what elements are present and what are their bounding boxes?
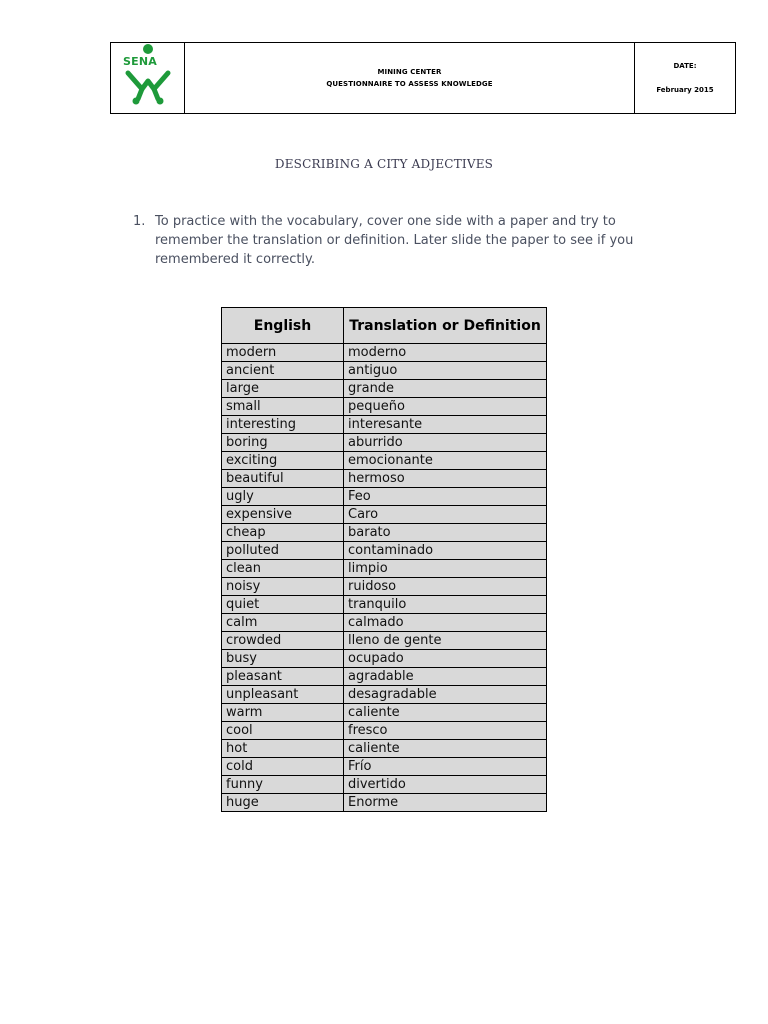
translation: antiguo — [344, 362, 547, 380]
center-name: MINING CENTER — [377, 68, 442, 76]
translation: grande — [344, 380, 547, 398]
translation: barato — [344, 524, 547, 542]
english-word: large — [222, 380, 344, 398]
page-title: DESCRIBING A CITY ADJECTIVES — [274, 157, 494, 171]
table-row — [222, 686, 547, 704]
questionnaire-title: QUESTIONNAIRE TO ASSESS KNOWLEDGE — [326, 80, 493, 88]
logo-text: SENA — [123, 55, 157, 68]
table-row — [222, 434, 547, 452]
english-word: boring — [222, 434, 344, 452]
english-word: warm — [222, 704, 344, 722]
date-label: DATE: — [673, 62, 697, 70]
table-row — [222, 578, 547, 596]
table-row — [222, 668, 547, 686]
header-english: English — [222, 308, 344, 344]
english-word: unpleasant — [222, 686, 344, 704]
english-word: funny — [222, 776, 344, 794]
translation: emocionante — [344, 452, 547, 470]
translation: Enorme — [344, 794, 547, 812]
vocabulary-table — [221, 307, 547, 812]
table-row — [222, 560, 547, 578]
table-row — [222, 452, 547, 470]
translation: moderno — [344, 344, 547, 362]
english-word: exciting — [222, 452, 344, 470]
date-cell — [635, 43, 735, 113]
table-row — [222, 650, 547, 668]
english-word: cheap — [222, 524, 344, 542]
table-row — [222, 614, 547, 632]
translation: Frío — [344, 758, 547, 776]
table-row — [222, 416, 547, 434]
english-word: small — [222, 398, 344, 416]
table-body — [222, 344, 547, 812]
english-word: pleasant — [222, 668, 344, 686]
table-row — [222, 722, 547, 740]
english-word: hot — [222, 740, 344, 758]
table-row — [222, 470, 547, 488]
english-word: cold — [222, 758, 344, 776]
table-row — [222, 596, 547, 614]
english-word: interesting — [222, 416, 344, 434]
english-word: huge — [222, 794, 344, 812]
translation: lleno de gente — [344, 632, 547, 650]
translation: agradable — [344, 668, 547, 686]
translation: desagradable — [344, 686, 547, 704]
translation: hermoso — [344, 470, 547, 488]
english-word: polluted — [222, 542, 344, 560]
english-word: beautiful — [222, 470, 344, 488]
translation: interesante — [344, 416, 547, 434]
translation: limpio — [344, 560, 547, 578]
table-row — [222, 506, 547, 524]
header-translation: Translation or Definition — [344, 308, 547, 344]
translation: ocupado — [344, 650, 547, 668]
translation: pequeño — [344, 398, 547, 416]
table-row — [222, 524, 547, 542]
translation: ruidoso — [344, 578, 547, 596]
header-title-cell — [185, 43, 635, 113]
document-header — [110, 42, 736, 114]
english-word: ugly — [222, 488, 344, 506]
table-row — [222, 362, 547, 380]
english-word: expensive — [222, 506, 344, 524]
translation: aburrido — [344, 434, 547, 452]
instruction-number: 1. — [133, 214, 146, 229]
table-row — [222, 794, 547, 812]
translation: calmado — [344, 614, 547, 632]
translation: Feo — [344, 488, 547, 506]
translation: caliente — [344, 704, 547, 722]
table-row — [222, 380, 547, 398]
table-row — [222, 398, 547, 416]
english-word: noisy — [222, 578, 344, 596]
english-word: cool — [222, 722, 344, 740]
english-word: clean — [222, 560, 344, 578]
table-row — [222, 758, 547, 776]
translation: Caro — [344, 506, 547, 524]
table-row — [222, 704, 547, 722]
translation: tranquilo — [344, 596, 547, 614]
table-header-row — [222, 308, 547, 344]
english-word: crowded — [222, 632, 344, 650]
sena-logo-icon — [120, 43, 176, 113]
logo-cell — [111, 43, 185, 113]
table-row — [222, 344, 547, 362]
english-word: calm — [222, 614, 344, 632]
translation: contaminado — [344, 542, 547, 560]
instruction — [133, 212, 663, 269]
english-word: quiet — [222, 596, 344, 614]
table-row — [222, 632, 547, 650]
english-word: ancient — [222, 362, 344, 380]
table-row — [222, 740, 547, 758]
table-row — [222, 776, 547, 794]
translation: caliente — [344, 740, 547, 758]
date-value: February 2015 — [656, 86, 714, 94]
table-row — [222, 542, 547, 560]
english-word: busy — [222, 650, 344, 668]
translation: divertido — [344, 776, 547, 794]
instruction-text: To practice with the vocabulary, cover one side with a paper and try to remember the translation or definition. Later slide the paper to see if you remembered it correctly. — [155, 214, 634, 267]
table-row — [222, 488, 547, 506]
translation: fresco — [344, 722, 547, 740]
english-word: modern — [222, 344, 344, 362]
